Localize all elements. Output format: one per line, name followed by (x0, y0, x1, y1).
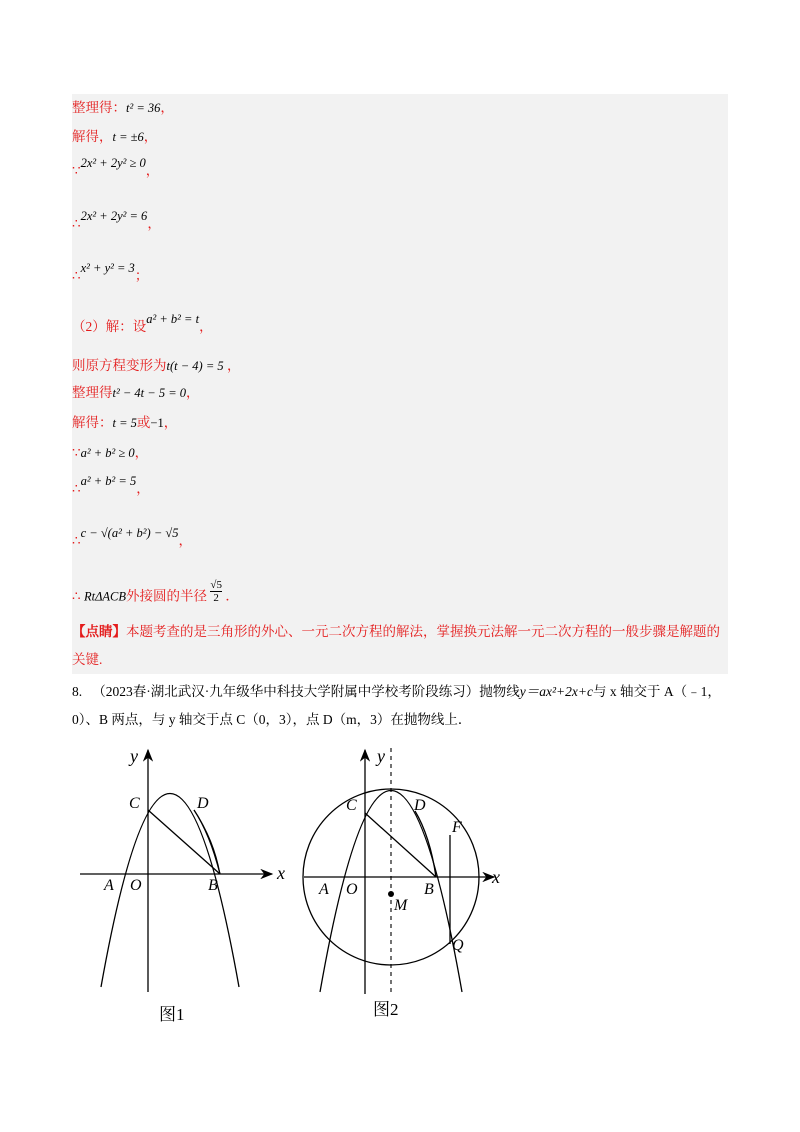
question-8: 8. （2023春·湖北武汉·九年级华中科技大学附属中学校考阶段练习）抛物线y＝ax²+2x+c与 x 轴交于 A（﹣1，0）、B 两点，与 y 轴交于点 C（0，3），点 D（m，3）在抛物线上． (72, 684, 721, 727)
solution-line-11: ∴a² + b² = 5， (72, 474, 150, 496)
figure-2 (294, 742, 520, 1002)
key-point-tag: 【点睛】 (72, 624, 126, 639)
label-o: O (346, 881, 358, 898)
solution-line-3: ∵2x² + 2y² ≥ 0， (72, 156, 160, 178)
solution-line-9: 解得：t = 5或−1， (72, 415, 178, 430)
solution-line-12: ∴c − √(a² + b²) − √5， (72, 526, 192, 548)
solution-line-1: 整理得：t² = 36， (72, 100, 174, 115)
label-y: y (377, 746, 385, 766)
solution-line-7: 则原方程变形为t(t − 4) = 5 ， (72, 358, 241, 373)
solution-line-13: ∴ RtΔACB外接圆的半径 $\frac{√5}{2}$ ． (72, 579, 239, 604)
label-d: D (197, 795, 209, 812)
label-x: x (277, 863, 285, 883)
solution-line-6: （2）解：设a² + b² = t， (72, 312, 213, 334)
solution-line-5: ∴x² + y² = 3； (72, 261, 149, 283)
figure-1 (72, 742, 292, 1002)
chord-db-2 (194, 810, 220, 874)
segment-cb (365, 813, 436, 877)
solution-line-4: ∴2x² + 2y² = 6， (72, 209, 161, 231)
label-c: C (129, 795, 140, 812)
label-a: A (104, 877, 114, 894)
label-a: A (319, 881, 329, 898)
label-m: M (394, 897, 408, 914)
radius-fraction: $\frac{√5}{2}$ (210, 579, 222, 604)
segment-cb (148, 810, 220, 874)
key-point-note (72, 618, 728, 674)
label-d: D (414, 797, 426, 814)
key-point-text: 本题考查的是三角形的外心、一元二次方程的解法，掌握换元法解一元二次方程的一般步骤是解题的关键. (72, 624, 720, 667)
label-b: B (208, 877, 218, 894)
figure-1-caption: 图1 (159, 1005, 185, 1024)
label-c: C (346, 797, 357, 814)
label-y: y (130, 746, 138, 766)
label-q: Q (452, 937, 464, 954)
solution-line-2: 解得，t = ±6， (72, 129, 158, 144)
figure-2-caption: 图2 (373, 1000, 399, 1019)
label-b: B (424, 881, 434, 898)
solution-line-8: 整理得t² − 4t − 5 = 0， (72, 385, 200, 400)
label-x: x (492, 867, 500, 887)
label-f: F (452, 819, 462, 836)
label-o: O (130, 877, 142, 894)
solution-line-10: ∵a² + b² ≥ 0， (72, 445, 149, 460)
chord-db (194, 810, 220, 874)
parabola (101, 794, 239, 988)
